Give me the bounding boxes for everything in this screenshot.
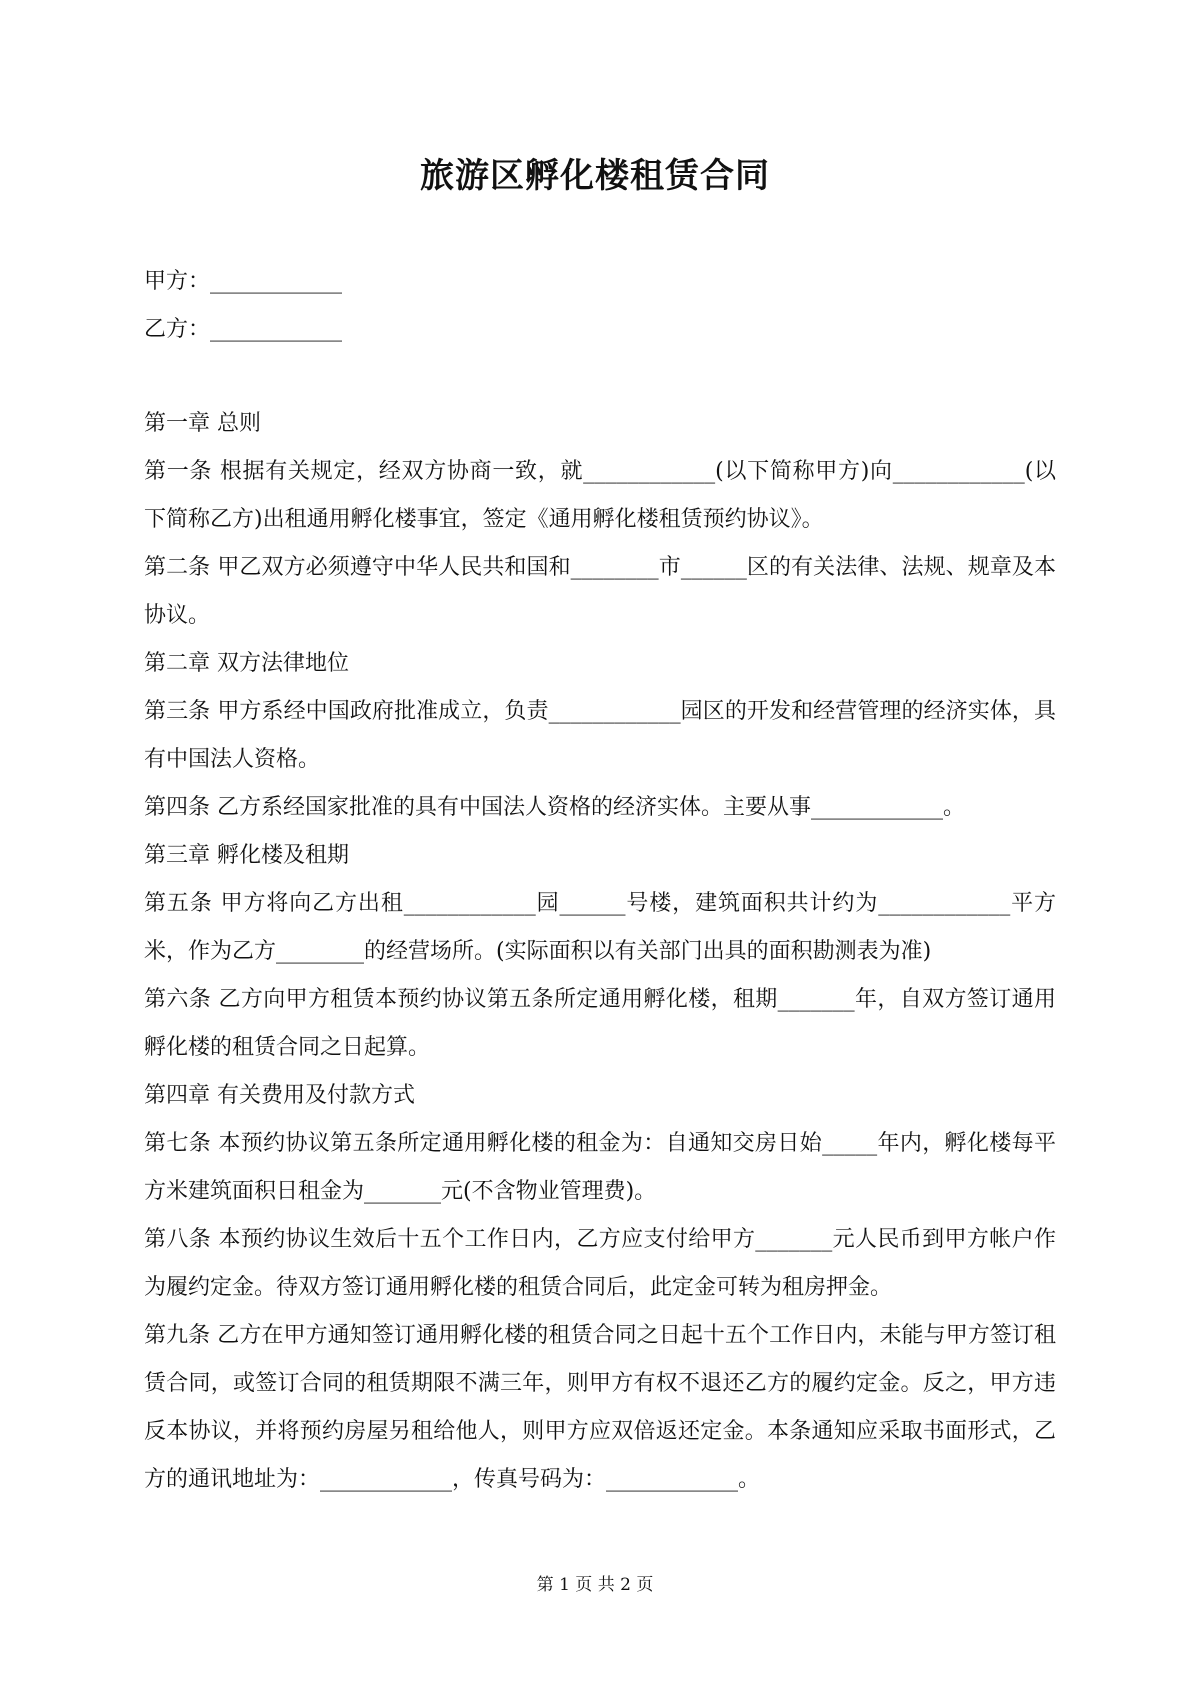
parties-block [144, 258, 1064, 354]
article-3: 第三条 甲方系经中国政府批准成立，负责____________园区的开发和经营管理的经济实体，具有中国法人资格。 [144, 699, 1056, 772]
party-a-line: 甲方：____________ [144, 269, 343, 294]
article-8: 第八条 本预约协议生效后十五个工作日内，乙方应支付给甲方_______元人民币到甲方帐户作为履约定金。待双方签订通用孵化楼的租赁合同后，此定金可转为租房押金。 [144, 1227, 1056, 1300]
article-5: 第五条 甲方将向乙方出租____________园______号楼，建筑面积共计约为____________平方米，作为乙方________的经营场所。(实际面积以有关部门出具的面积勘测表为准) [144, 891, 1056, 964]
article-6: 第六条 乙方向甲方租赁本预约协议第五条所定通用孵化楼，租期_______年，自双方签订通用孵化楼的租赁合同之日起算。 [144, 987, 1056, 1060]
party-b-line: 乙方：____________ [144, 317, 343, 342]
document-title: 旅游区孵化楼租赁合同 [420, 156, 770, 196]
article-2: 第二条 甲乙双方必须遵守中华人民共和国和________市______区的有关法律、法规、规章及本协议。 [144, 555, 1056, 628]
chapter-1-heading: 第一章 总则 [144, 411, 261, 436]
contract-body [144, 400, 1056, 1504]
article-4: 第四条 乙方系经国家批准的具有中国法人资格的经济实体。主要从事____________。 [144, 795, 965, 820]
page-number-footer: 第 1 页 共 2 页 [536, 1575, 654, 1595]
article-1: 第一条 根据有关规定，经双方协商一致，就____________(以下简称甲方)向____________(以下简称乙方)出租通用孵化楼事宜，签定《通用孵化楼租赁预约协议》。 [144, 459, 1056, 532]
article-7: 第七条 本预约协议第五条所定通用孵化楼的租金为：自通知交房日始_____年内，孵化楼每平方米建筑面积日租金为_______元(不含物业管理费)。 [144, 1131, 1056, 1204]
article-9: 第九条 乙方在甲方通知签订通用孵化楼的租赁合同之日起十五个工作日内，未能与甲方签订租赁合同，或签订合同的租赁期限不满三年，则甲方有权不退还乙方的履约定金。反之，甲方违反本协议，并将预约房屋另租给他人，则甲方应双倍返还定金。本条通知应采取书面形式，乙方的通讯地址为：____________，传真号码为：____________。 [144, 1323, 1056, 1492]
chapter-4-heading: 第四章 有关费用及付款方式 [144, 1083, 415, 1108]
chapter-3-heading: 第三章 孵化楼及租期 [144, 843, 349, 868]
chapter-2-heading: 第二章 双方法律地位 [144, 651, 349, 676]
